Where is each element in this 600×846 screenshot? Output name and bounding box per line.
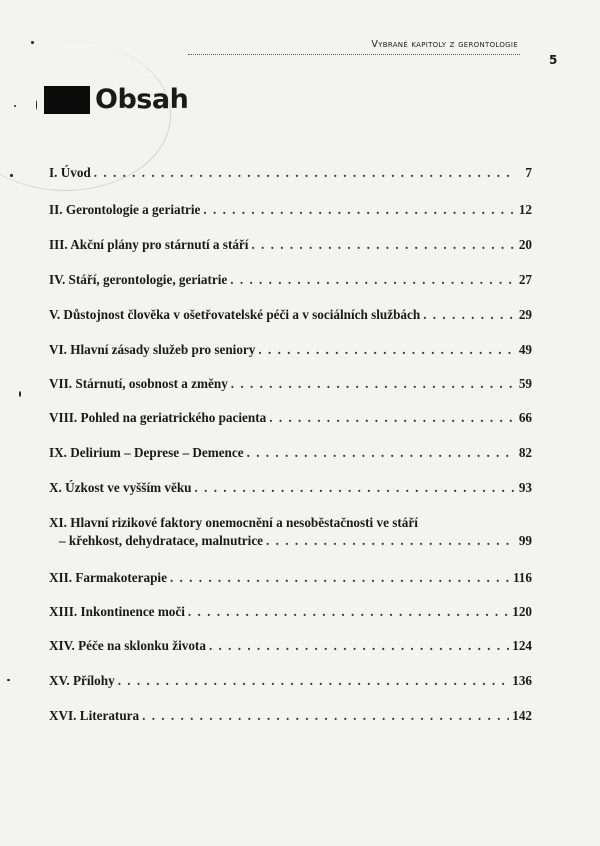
toc-entry[interactable]	[49, 570, 532, 586]
dot-leader	[209, 638, 509, 654]
toc-entry-page: 116	[512, 570, 532, 585]
toc-entry[interactable]	[49, 307, 532, 323]
toc-entry-label-line1: XI. Hlavní rizikové faktory onemocnění a nesoběstačnosti ve stáří	[49, 515, 418, 530]
toc-entry-label: X. Úzkost ve vyšším věku	[49, 480, 192, 495]
dot-leader	[94, 165, 515, 181]
toc-entry-page: 99	[518, 533, 532, 548]
toc-entry-page: 20	[518, 237, 532, 252]
toc-entry-label: VII. Stárnutí, osobnost a změny	[49, 376, 228, 391]
running-header: Vybrané kapitoly z gerontologie	[371, 39, 518, 50]
toc-entry-page: 27	[518, 272, 532, 287]
dot-leader	[203, 202, 515, 218]
dot-leader	[269, 410, 515, 426]
toc-entry-label: IV. Stáří, gerontologie, geriatrie	[49, 272, 228, 287]
toc-entry-page: 82	[518, 445, 532, 460]
dot-leader	[118, 673, 510, 689]
toc-entry-page: 142	[512, 708, 532, 723]
toc-entry[interactable]	[49, 445, 532, 461]
dot-leader	[170, 570, 510, 586]
toc-entry[interactable]	[49, 604, 532, 620]
dot-leader	[251, 237, 515, 253]
toc-entry-label: III. Akční plány pro stárnutí a stáří	[49, 237, 249, 252]
page-number: 5	[549, 53, 558, 67]
toc-entry-label: XII. Farmakoterapie	[49, 570, 167, 585]
toc-entry-label: XIV. Péče na sklonku života	[49, 638, 206, 653]
toc-entry[interactable]	[49, 202, 532, 218]
toc-entry[interactable]	[49, 673, 532, 689]
header-rule	[188, 54, 520, 55]
toc-entry-label: VI. Hlavní zásady služeb pro seniory	[49, 342, 256, 357]
toc-entry[interactable]	[49, 480, 532, 496]
toc-entry-multiline[interactable]	[49, 515, 532, 549]
toc-entry[interactable]	[49, 638, 532, 654]
toc-entry-label: XV. Přílohy	[49, 673, 115, 688]
toc-entry-page: 12	[518, 202, 532, 217]
toc-entry-page: 59	[518, 376, 532, 391]
title-block-marker	[44, 86, 90, 114]
toc-entry-page: 93	[518, 480, 532, 495]
scan-speck	[31, 41, 34, 44]
toc-entry[interactable]	[49, 376, 532, 392]
dot-leader	[423, 307, 515, 323]
toc-entry[interactable]	[49, 342, 532, 358]
toc-entry[interactable]	[49, 272, 532, 288]
page-title: Obsah	[95, 84, 189, 115]
toc-entry-label: V. Důstojnost člověka v ošetřovatelské péči a v sociálních službách	[49, 307, 421, 322]
toc-entry-page: 29	[518, 307, 532, 322]
toc-entry-label: I. Úvod	[49, 165, 91, 180]
toc-entry-page: 136	[512, 673, 532, 688]
toc-entry-page: 120	[512, 604, 532, 619]
scan-speck	[36, 100, 37, 110]
dot-leader	[231, 376, 515, 392]
scan-speck	[7, 679, 10, 681]
dot-leader	[188, 604, 509, 620]
toc-entry-label-line2: – křehkost, dehydratace, malnutrice	[59, 533, 264, 548]
scan-speck	[10, 174, 13, 177]
toc-entry-page: 7	[525, 165, 532, 180]
dot-leader	[258, 342, 515, 358]
dot-leader	[247, 445, 515, 461]
toc-entry-page: 49	[518, 342, 532, 357]
dot-leader	[142, 708, 509, 724]
toc-entry-label: IX. Delirium – Deprese – Demence	[49, 445, 244, 460]
dot-leader	[266, 533, 515, 549]
dot-leader	[230, 272, 515, 288]
toc-entry-label: II. Gerontologie a geriatrie	[49, 202, 201, 217]
toc-entry[interactable]	[49, 237, 532, 253]
toc-entry[interactable]	[49, 165, 532, 181]
dot-leader	[195, 480, 516, 496]
toc-entry-label: XIII. Inkontinence moči	[49, 604, 185, 619]
toc-entry[interactable]	[49, 708, 532, 724]
toc-entry-page: 66	[518, 410, 532, 425]
toc-entry-page: 124	[512, 638, 532, 653]
scan-speck	[19, 391, 21, 397]
toc-entry-label: XVI. Literatura	[49, 708, 140, 723]
toc-entry[interactable]	[49, 410, 532, 426]
toc-entry-label: VIII. Pohled na geriatrického pacienta	[49, 410, 267, 425]
scan-speck	[14, 105, 16, 107]
